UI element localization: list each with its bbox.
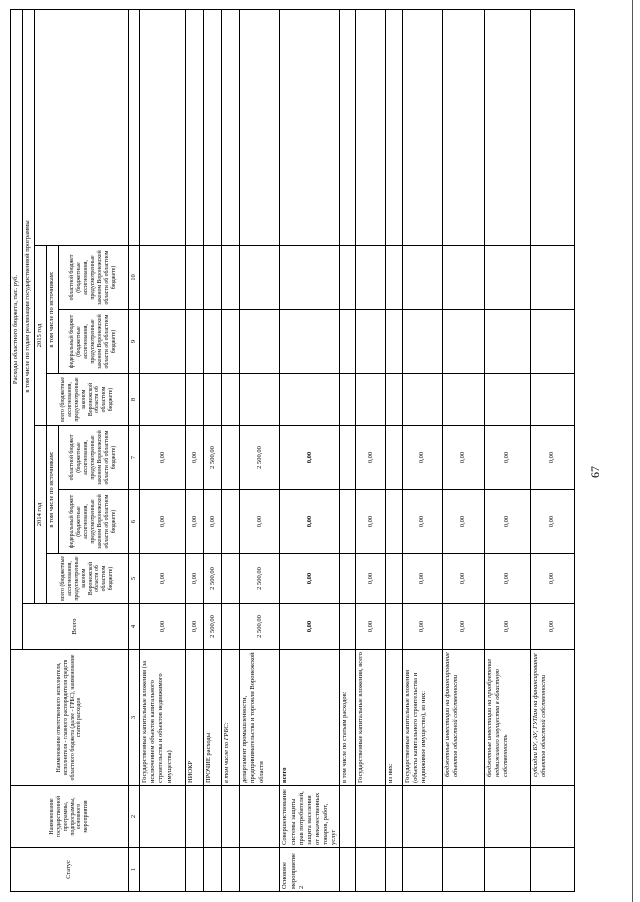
row-total: 0,00: [442, 604, 484, 650]
row-2015-regional: [386, 246, 402, 310]
table-row: [530, 10, 574, 892]
row-article: бюджетные инвестиции на финансирование объектов областной собственности: [442, 650, 484, 786]
row-2014-total: 2 500,00: [240, 554, 280, 604]
row-program-name: [340, 786, 356, 848]
table-row: [186, 10, 204, 892]
row-2014-federal: 0,00: [402, 490, 442, 554]
header-expenses-group: Расходы областного бюджета, тыс. руб.: [11, 10, 23, 650]
row-2015-federal: [484, 310, 530, 374]
row-2015-federal: [140, 310, 186, 374]
row-2014-regional: 0,00: [280, 426, 340, 490]
row-status: [402, 848, 442, 892]
row-empty: [356, 10, 386, 246]
row-2014-federal: 0,00: [280, 490, 340, 554]
row-2014-total: [386, 554, 402, 604]
row-2014-total: 0,00: [280, 554, 340, 604]
row-program-name: [530, 786, 574, 848]
header-2014-by-sources: в том числе по источникам:: [47, 426, 59, 554]
header-empty: [35, 10, 129, 246]
row-total: 0,00: [140, 604, 186, 650]
row-status: [222, 848, 240, 892]
row-2015-total: [402, 374, 442, 426]
row-2015-federal: [222, 310, 240, 374]
row-total: [386, 604, 402, 650]
page-number: 67: [588, 466, 602, 478]
row-status: [140, 848, 186, 892]
row-2014-federal: 0,00: [140, 490, 186, 554]
row-2014-regional: 0,00: [484, 426, 530, 490]
row-2015-total: [484, 374, 530, 426]
row-2014-total: 0,00: [484, 554, 530, 604]
header-executor: Наименование ответственного исполнителя, исполнителя - главного распорядителя средств областного бюджета (далее - ГРБС), наименование статей расходов: [11, 650, 129, 786]
row-article: ПРОЧИЕ расходы: [204, 650, 222, 786]
row-program-name: [222, 786, 240, 848]
row-2015-regional: [484, 246, 530, 310]
row-2014-regional: [340, 426, 356, 490]
row-2015-total: [386, 374, 402, 426]
row-empty: [484, 10, 530, 246]
row-program-name: [140, 786, 186, 848]
row-2015-total: [240, 374, 280, 426]
column-number: 7: [129, 426, 140, 490]
row-2014-total: 0,00: [186, 554, 204, 604]
header-program-name: Наименование государственной программы, подпрограммы, основного мероприятия: [11, 786, 129, 848]
header-2014-federal: федеральный бюджет (бюджетные ассигнования, предусмотренные законом Воронежской области об областном бюджете): [59, 490, 129, 554]
table-row: [140, 10, 186, 892]
row-article: всего: [280, 650, 340, 786]
row-2014-regional: 2 500,00: [204, 426, 222, 490]
row-2015-total: [442, 374, 484, 426]
row-program-name: Совершенствование системы защиты прав потребителей, защита населения от некачественных товаров, работ, услуг: [280, 786, 340, 848]
row-2015-federal: [240, 310, 280, 374]
row-article: из них:: [386, 650, 402, 786]
row-2014-total: 0,00: [140, 554, 186, 604]
header-2014-total-funds: всего (бюджетные ассигнования, предусмотренные законом Воронежской области об областном бюджете): [47, 554, 129, 604]
header-status: Статус: [11, 848, 129, 892]
row-2015-total: [280, 374, 340, 426]
row-empty: [402, 10, 442, 246]
column-number: 9: [129, 310, 140, 374]
row-2014-federal: 0,00: [204, 490, 222, 554]
row-total: 0,00: [530, 604, 574, 650]
row-article: НИОКР: [186, 650, 204, 786]
table-row: [280, 10, 340, 892]
row-2015-federal: [204, 310, 222, 374]
column-number-row: [129, 10, 140, 892]
row-2014-total: 0,00: [530, 554, 574, 604]
row-2015-total: [222, 374, 240, 426]
header-2015-by-sources: в том числе по источникам:: [47, 246, 59, 374]
row-article: Государственные капитальные вложения (объекты капитального строительства и недвижимое имущество), из них:: [402, 650, 442, 786]
table-body: [140, 10, 575, 892]
row-2015-federal: [530, 310, 574, 374]
row-2015-federal: [280, 310, 340, 374]
row-2014-total: 0,00: [356, 554, 386, 604]
row-empty: [140, 10, 186, 246]
row-empty: [240, 10, 280, 246]
row-2014-federal: 0,00: [530, 490, 574, 554]
row-2015-total: [140, 374, 186, 426]
row-2015-regional: [140, 246, 186, 310]
header-by-years: в том числе по годам реализации государственной программы: [23, 10, 35, 604]
row-empty: [280, 10, 340, 246]
row-empty: [442, 10, 484, 246]
row-article: департамент промышленности, предпринимательства и торговли Воронежской области: [240, 650, 280, 786]
row-2015-federal: [340, 310, 356, 374]
row-program-name: [386, 786, 402, 848]
row-2015-regional: [222, 246, 240, 310]
row-2015-total: [186, 374, 204, 426]
row-2015-regional: [240, 246, 280, 310]
column-number: 1: [129, 848, 140, 892]
column-number: 5: [129, 554, 140, 604]
row-2014-federal: 0,00: [356, 490, 386, 554]
row-2015-regional: [186, 246, 204, 310]
column-number-blank: [129, 10, 140, 246]
row-2014-regional: 0,00: [356, 426, 386, 490]
row-2014-total: 2 500,00: [204, 554, 222, 604]
header-year-2014: 2014 год: [35, 426, 47, 604]
row-2015-total: [356, 374, 386, 426]
table-row: [442, 10, 484, 892]
row-2015-regional: [402, 246, 442, 310]
row-2015-regional: [280, 246, 340, 310]
row-2015-regional: [530, 246, 574, 310]
row-2015-federal: [386, 310, 402, 374]
row-2014-total: 0,00: [442, 554, 484, 604]
row-2014-regional: [222, 426, 240, 490]
row-2015-total: [204, 374, 222, 426]
row-2015-total: [340, 374, 356, 426]
column-number: 3: [129, 650, 140, 786]
header-2015-total-funds: всего (бюджетные ассигнования, предусмотренные законом Воронежской области об областном бюджете): [47, 374, 129, 426]
row-2015-federal: [356, 310, 386, 374]
row-2015-total: [530, 374, 574, 426]
row-2014-total: [222, 554, 240, 604]
row-status: [386, 848, 402, 892]
row-program-name: [204, 786, 222, 848]
row-status: [186, 848, 204, 892]
row-total: 0,00: [484, 604, 530, 650]
row-empty: [386, 10, 402, 246]
table-row: [484, 10, 530, 892]
row-2014-regional: 0,00: [530, 426, 574, 490]
row-2014-federal: [222, 490, 240, 554]
row-program-name: [186, 786, 204, 848]
row-2015-regional: [356, 246, 386, 310]
row-2014-federal: [386, 490, 402, 554]
row-2014-regional: 2 500,00: [240, 426, 280, 490]
header-2014-regional: областной бюджет (бюджетные ассигнования, предусмотренные законом Воронежской области об областном бюджете): [59, 426, 129, 490]
row-2014-federal: 0,00: [240, 490, 280, 554]
row-program-name: [356, 786, 386, 848]
row-article: Государственные капитальные вложения (за исключением объектов капитального строительства и объектов недвижимого имущества): [140, 650, 186, 786]
row-2015-federal: [402, 310, 442, 374]
row-article: бюджетные инвестиции на приобретение недвижимого имущества в областную собственность: [484, 650, 530, 786]
column-number: 8: [129, 374, 140, 426]
row-empty: [340, 10, 356, 246]
row-program-name: [402, 786, 442, 848]
row-article: в том числе по статьям расходов:: [340, 650, 356, 786]
row-2015-federal: [442, 310, 484, 374]
row-total: [222, 604, 240, 650]
row-status: [530, 848, 574, 892]
row-total: 0,00: [186, 604, 204, 650]
row-article: в том числе по ГРБС:: [222, 650, 240, 786]
row-status: [204, 848, 222, 892]
table-row: [240, 10, 280, 892]
row-status: [240, 848, 280, 892]
row-2014-regional: 0,00: [186, 426, 204, 490]
row-program-name: [484, 786, 530, 848]
column-number: 10: [129, 246, 140, 310]
header-2015-federal: федеральный бюджет (бюджетные ассигнования, предусмотренные законом Воронежской области об областном бюджете): [59, 310, 129, 374]
row-2015-regional: [204, 246, 222, 310]
row-status: [484, 848, 530, 892]
table-row: [204, 10, 222, 892]
row-total: [340, 604, 356, 650]
row-2014-total: [340, 554, 356, 604]
scan-edge-line: [632, 0, 633, 902]
row-2014-regional: 0,00: [442, 426, 484, 490]
row-status: [442, 848, 484, 892]
row-2014-regional: 0,00: [402, 426, 442, 490]
row-2014-federal: [340, 490, 356, 554]
header-year-2015: 2015 год: [35, 246, 47, 426]
table-row: [222, 10, 240, 892]
header-2015-regional: областной бюджет (бюджетные ассигнования, предусмотренные законом Воронежской области об областном бюджете): [59, 246, 129, 310]
row-total: 2 500,00: [240, 604, 280, 650]
row-empty: [204, 10, 222, 246]
header-total: Всего: [23, 604, 129, 650]
row-2014-regional: 0,00: [140, 426, 186, 490]
row-program-name: [442, 786, 484, 848]
column-number: 4: [129, 604, 140, 650]
row-status: [356, 848, 386, 892]
row-2015-regional: [442, 246, 484, 310]
row-status: Основное мероприятие 2: [280, 848, 340, 892]
table-row: [402, 10, 442, 892]
table-row: [356, 10, 386, 892]
row-empty: [222, 10, 240, 246]
column-number: 2: [129, 786, 140, 848]
row-total: 0,00: [402, 604, 442, 650]
row-2014-regional: [386, 426, 402, 490]
row-total: 0,00: [280, 604, 340, 650]
budget-expenses-table: [10, 9, 575, 892]
row-empty: [186, 10, 204, 246]
row-total: 0,00: [356, 604, 386, 650]
table-row: [340, 10, 356, 892]
row-article: Государственные капитальные вложения, всего: [356, 650, 386, 786]
row-program-name: [240, 786, 280, 848]
row-2015-regional: [340, 246, 356, 310]
column-number: 6: [129, 490, 140, 554]
row-2015-federal: [186, 310, 204, 374]
row-status: [340, 848, 356, 892]
row-2014-federal: 0,00: [186, 490, 204, 554]
row-2014-federal: 0,00: [484, 490, 530, 554]
row-2014-federal: 0,00: [442, 490, 484, 554]
row-2014-total: 0,00: [402, 554, 442, 604]
row-total: 2 500,00: [204, 604, 222, 650]
row-empty: [530, 10, 574, 246]
table-row: [386, 10, 402, 892]
row-article: субсидии БУ, АУ, ГУПам на финансирование объектов областной собственности: [530, 650, 574, 786]
